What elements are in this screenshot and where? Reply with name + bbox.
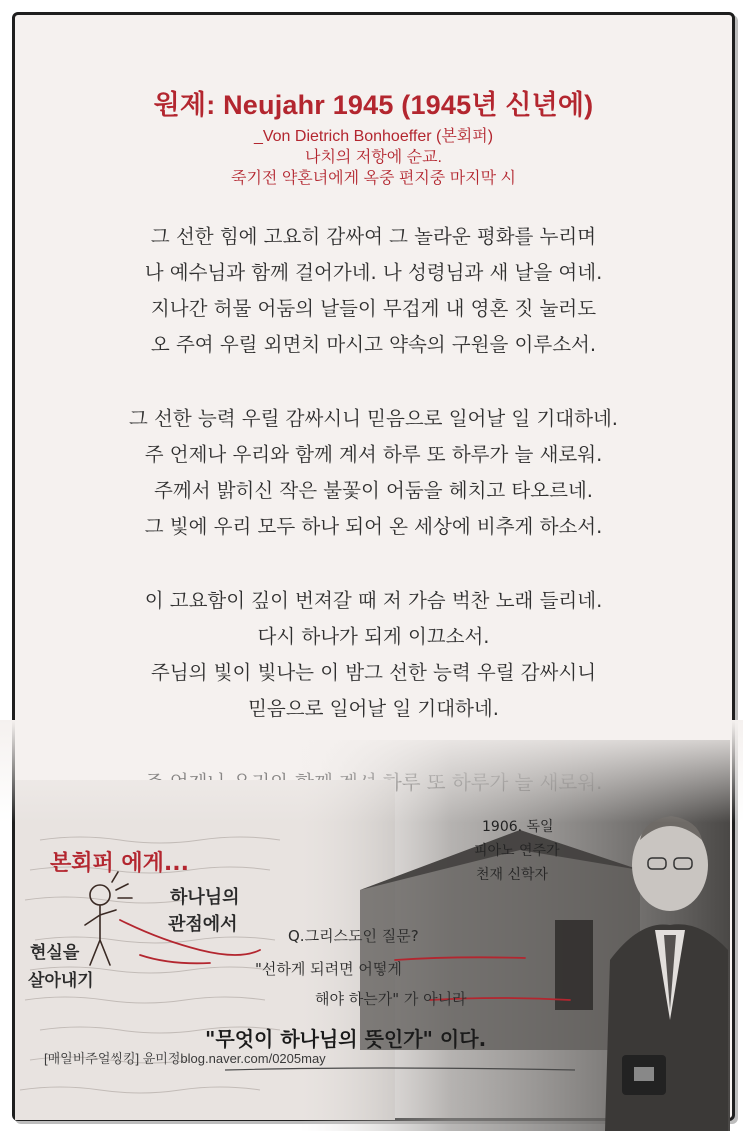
poem-title: 원제: Neujahr 1945 (1945년 신년에) <box>153 90 594 120</box>
poem-author: _Von Dietrich Bonhoeffer (본회퍼) <box>253 128 494 145</box>
poem-line: 지나간 허물 어둠의 날들이 무겁게 내 영혼 짓 눌러도 <box>150 297 597 320</box>
quote-line-3: "무엇이 하나님의 뜻인가" 이다. <box>205 1027 487 1051</box>
stanza-3 <box>15 583 732 727</box>
poem-line: 이 고요함이 깊이 번져갈 때 저 가슴 벅찬 노래 들리네. <box>144 589 603 612</box>
note-gods-view-1: 하나님의 <box>170 887 240 908</box>
poem-line: 그 선한 능력 우릴 감싸시니 믿음으로 일어날 일 기대하네. <box>128 407 619 430</box>
poem-body <box>15 219 732 801</box>
quote-line-2: 해야 하는가" 가 아니라 <box>315 990 467 1008</box>
poem-header <box>15 83 732 189</box>
stanza-2 <box>15 401 732 545</box>
poem-line: 주님의 빛이 빛나는 이 밤그 선한 능력 우릴 감싸시니 <box>150 661 597 684</box>
bio-note-3: 천재 신학자 <box>476 867 549 883</box>
note-live-reality-1: 현실을 <box>30 943 80 963</box>
author-watermark: [매일비주얼씽킹] 윤미정blog.naver.com/0205may <box>44 1051 326 1066</box>
stanza-1 <box>15 219 732 363</box>
poem-line: 그 선한 힘에 고요히 감싸여 그 놀라운 평화를 누리며 <box>150 225 597 248</box>
note-gods-view-2: 관점에서 <box>168 914 238 935</box>
author-note-letter: 죽기전 약혼녀에게 옥중 편지중 마지막 시 <box>231 170 516 187</box>
bio-note-1: 1906. 독일 <box>482 819 554 835</box>
poem-line: 믿음으로 일어날 일 기대하네. <box>248 697 499 720</box>
bio-note-2: 피아노 연주가 <box>474 843 560 859</box>
poem-line: 그 빛에 우리 모두 하나 되어 온 세상에 비추게 하소서. <box>144 515 603 538</box>
poem-line: 주 언제나 우리와 함께 계셔 하루 또 하루가 늘 새로워. <box>144 443 603 466</box>
quote-line-1: "선하게 되려면 어떻게 <box>255 960 402 978</box>
question-note: Q.그리스도인 질문? <box>288 927 419 945</box>
poem-line: 다시 하나가 되게 이끄소서. <box>257 625 490 648</box>
note-live-reality-2: 살아내기 <box>28 971 94 991</box>
author-note-martyr: 나치의 저항에 순교. <box>305 149 442 166</box>
poem-line: 주께서 밝히신 작은 불꽃이 어둠을 헤치고 타오르네. <box>154 479 593 502</box>
poem-line: 오 주여 우릴 외면치 마시고 약속의 구원을 이루소서. <box>150 333 597 356</box>
poem-line: 나 예수님과 함께 걸어가네. 나 성령님과 새 날을 여네. <box>144 261 603 284</box>
note-to-bonhoeffer: 본회퍼 에게... <box>50 851 189 876</box>
illustration-collage <box>0 720 743 1131</box>
